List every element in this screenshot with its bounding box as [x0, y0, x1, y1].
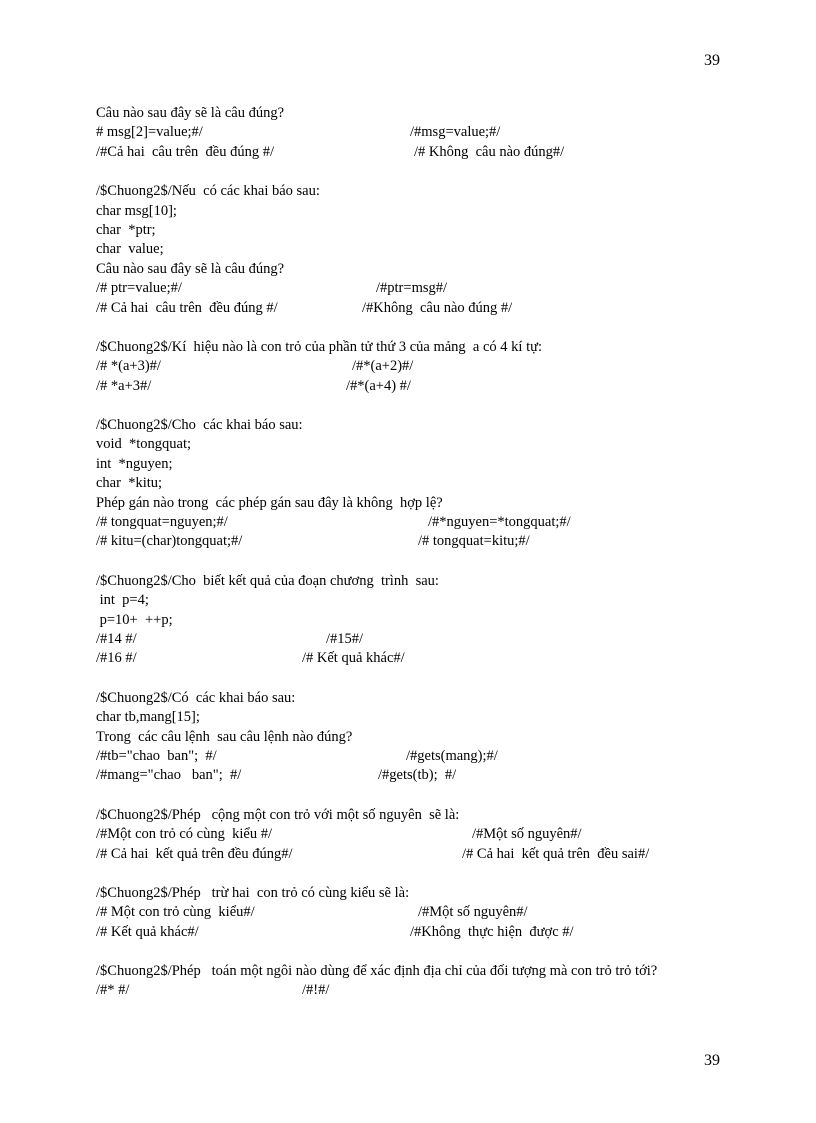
- answer-option: /# Không câu nào đúng#/: [414, 143, 565, 160]
- question-line: char tb,mang[15];: [96, 709, 200, 726]
- answer-row: [96, 143, 736, 162]
- answer-option: /#15#/: [326, 630, 364, 647]
- question-line: char value;: [96, 241, 164, 258]
- answer-row: [96, 923, 736, 942]
- answer-option: /#!#/: [302, 982, 330, 999]
- answer-option: /# *a+3#/: [96, 377, 152, 394]
- answer-option: /# Kết quả khác#/: [302, 650, 405, 667]
- answer-option: /#Cả hai câu trên đều đúng #/: [96, 143, 274, 160]
- question-text: p=10+ ++p;: [96, 611, 173, 628]
- question-line: char *ptr;: [96, 221, 156, 238]
- page-number-bottom: 39: [704, 1052, 720, 1069]
- answer-row: [96, 845, 736, 864]
- answer-option: /# *(a+3)#/: [96, 358, 161, 375]
- question-block: [96, 806, 736, 864]
- answer-option: /#Một số nguyên#/: [472, 826, 582, 843]
- answer-row: [96, 981, 736, 1000]
- question-list: [96, 104, 736, 1021]
- question-line: int *nguyen;: [96, 455, 173, 472]
- question-line: int p=4;: [96, 592, 149, 609]
- answer-row: [96, 649, 736, 668]
- answer-row: [96, 377, 736, 396]
- answer-option: /#Không thực hiện được #/: [410, 923, 574, 940]
- page-number-top: 39: [704, 52, 720, 69]
- answer-row: [96, 630, 736, 649]
- question-text: Phép gán nào trong các phép gán sau đây là không hợp lệ?: [96, 494, 443, 511]
- question-block: [96, 104, 736, 162]
- answer-option: /# Một con trỏ cùng kiểu#/: [96, 904, 255, 921]
- question-block: [96, 884, 736, 942]
- answer-option: /#*(a+4) #/: [346, 377, 411, 394]
- answer-option: /# tongquat=nguyen;#/: [96, 514, 228, 531]
- answer-option: /#Không câu nào đúng #/: [362, 299, 513, 316]
- question-text: /$Chuong2$/Phép trừ hai con trỏ có cùng kiểu sẽ là:: [96, 884, 410, 901]
- answer-option: /# Cả hai câu trên đều đúng #/: [96, 299, 278, 316]
- answer-option: /#*nguyen=*tongquat;#/: [428, 514, 571, 531]
- answer-option: /#16 #/: [96, 650, 137, 667]
- question-line: void *tongquat;: [96, 436, 192, 453]
- question-text: /$Chuong2$/Kí hiệu nào là con trỏ của phần tử thứ 3 của mảng a có 4 kí tự:: [96, 338, 542, 355]
- answer-option: # msg[2]=value;#/: [96, 124, 203, 141]
- question-text: /$Chuong2$/Phép cộng một con trỏ với một số nguyên sẽ là:: [96, 806, 460, 823]
- answer-option: /# kitu=(char)tongquat;#/: [96, 533, 243, 550]
- answer-option: /#mang="chao ban"; #/: [96, 767, 242, 784]
- answer-row: [96, 532, 736, 551]
- question-line: /$Chuong2$/Có các khai báo sau:: [96, 689, 296, 706]
- answer-row: [96, 903, 736, 922]
- answer-option: /#ptr=msg#/: [376, 280, 448, 297]
- question-text: Trong các câu lệnh sau câu lệnh nào đúng?: [96, 728, 353, 745]
- question-line: /$Chuong2$/Cho biết kết quả của đoạn chương trình sau:: [96, 572, 439, 589]
- question-line: /$Chuong2$/Nếu có các khai báo sau:: [96, 183, 320, 200]
- answer-row: [96, 299, 736, 318]
- question-line: char *kitu;: [96, 475, 163, 492]
- answer-option: /#gets(tb); #/: [378, 767, 457, 784]
- answer-row: [96, 825, 736, 844]
- question-block: [96, 182, 736, 318]
- answer-option: /#tb="chao ban"; #/: [96, 747, 217, 764]
- question-block: [96, 572, 736, 669]
- answer-option: /#14 #/: [96, 630, 137, 647]
- answer-row: [96, 766, 736, 785]
- answer-option: /# tongquat=kitu;#/: [418, 533, 530, 550]
- answer-row: [96, 747, 736, 766]
- question-line: char msg[10];: [96, 202, 177, 219]
- answer-option: /# Cả hai kết quả trên đều sai#/: [462, 845, 650, 862]
- answer-option: /# Cả hai kết quả trên đều đúng#/: [96, 845, 293, 862]
- answer-option: /#msg=value;#/: [410, 124, 501, 141]
- question-text: Câu nào sau đây sẽ là câu đúng?: [96, 260, 285, 277]
- answer-row: [96, 123, 736, 142]
- question-line: /$Chuong2$/Cho các khai báo sau:: [96, 417, 303, 434]
- answer-option: /# ptr=value;#/: [96, 280, 182, 297]
- answer-option: /#Một số nguyên#/: [418, 904, 528, 921]
- answer-row: [96, 357, 736, 376]
- answer-option: /#*(a+2)#/: [352, 358, 414, 375]
- answer-row: [96, 513, 736, 532]
- question-block: [96, 416, 736, 552]
- question-block: [96, 338, 736, 396]
- question-block: [96, 962, 736, 1001]
- answer-option: /#gets(mang);#/: [406, 747, 498, 764]
- answer-row: [96, 279, 736, 298]
- question-text: /$Chuong2$/Phép toán một ngôi nào dùng để xác định địa chỉ của đối tượng mà con trỏ trỏ tới?: [96, 963, 658, 980]
- question-block: [96, 689, 736, 786]
- answer-option: /#* #/: [96, 982, 130, 999]
- answer-option: /#Một con trỏ có cùng kiểu #/: [96, 826, 272, 843]
- answer-option: /# Kết quả khác#/: [96, 923, 199, 940]
- question-text: Câu nào sau đây sẽ là câu đúng?: [96, 105, 285, 121]
